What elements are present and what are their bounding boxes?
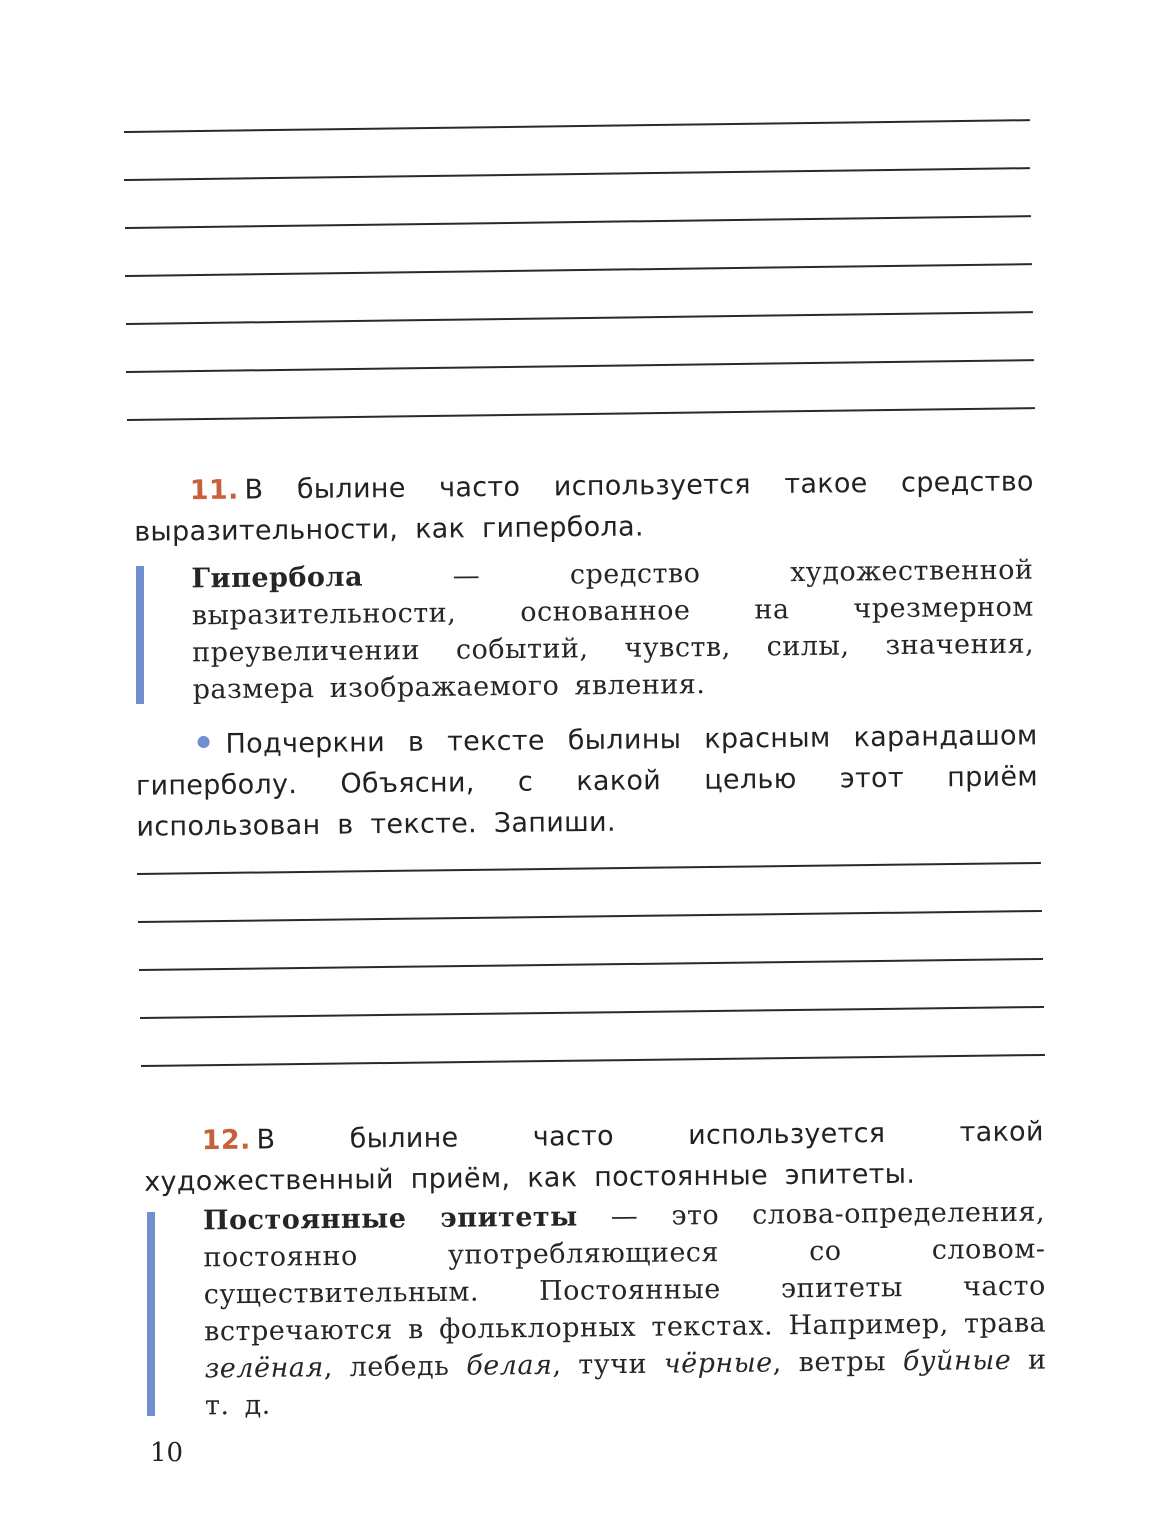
answer-line[interactable] xyxy=(125,215,1031,229)
definition-text: и т. д. xyxy=(204,1344,1047,1422)
example-epithet: чёрные xyxy=(663,1347,773,1380)
answer-line[interactable] xyxy=(137,862,1041,875)
example-epithet: буйные xyxy=(902,1344,1012,1378)
definition-text: , лебедь xyxy=(323,1350,467,1384)
task-intro-text: В былине часто используется такой художественный приём, как постоянные эпитеты. xyxy=(144,1116,1044,1198)
task-11-instruction xyxy=(135,715,1038,847)
instruction-text: Подчеркни в тексте былины красным карандашом гиперболу. Объясни, с какой целью этот приём использован в тексте. Запиши. xyxy=(135,720,1039,843)
page-number: 10 xyxy=(150,1438,184,1468)
task-12-intro xyxy=(144,1111,1045,1202)
definition-text: — это слова-определения, постоянно употребляющиеся со словом-существительным. Постоянные эпитеты часто встречаются в фольклорных текстах. Например, трава xyxy=(203,1196,1047,1348)
answer-line[interactable] xyxy=(140,1006,1044,1019)
answer-line[interactable] xyxy=(124,119,1030,133)
answer-line[interactable] xyxy=(126,359,1034,373)
answer-line[interactable] xyxy=(127,407,1035,421)
answer-line[interactable] xyxy=(125,263,1032,277)
answer-line[interactable] xyxy=(138,910,1042,923)
definition-term: Гипербола xyxy=(191,561,364,595)
definition-epithets xyxy=(203,1194,1047,1425)
answer-line[interactable] xyxy=(141,1054,1045,1067)
task-intro-text: В былине часто используется такое средство выразительности, как гипербола. xyxy=(134,466,1034,548)
definition-text: , тучи xyxy=(552,1348,665,1381)
task-11-intro xyxy=(134,461,1035,552)
definition-hyperbole xyxy=(191,552,1035,709)
answer-line[interactable] xyxy=(126,311,1033,325)
definition-accent-bar xyxy=(147,1212,155,1416)
definition-term: Постоянные эпитеты xyxy=(202,1201,578,1237)
answer-line[interactable] xyxy=(124,167,1030,181)
example-epithet: белая xyxy=(466,1349,553,1382)
definition-accent-bar xyxy=(136,566,144,704)
example-epithet: зелёная xyxy=(204,1352,324,1385)
answer-line[interactable] xyxy=(139,958,1043,971)
definition-text: , ветры xyxy=(772,1346,904,1379)
task-number: 12. xyxy=(201,1124,251,1157)
definition-text: — средство художественной выразительности, основанное на чрезмерном преувеличении событий, чувств, силы, значения, размера изображаемого явления. xyxy=(191,554,1035,706)
bullet-icon xyxy=(198,736,210,748)
task-number: 11. xyxy=(189,474,239,507)
